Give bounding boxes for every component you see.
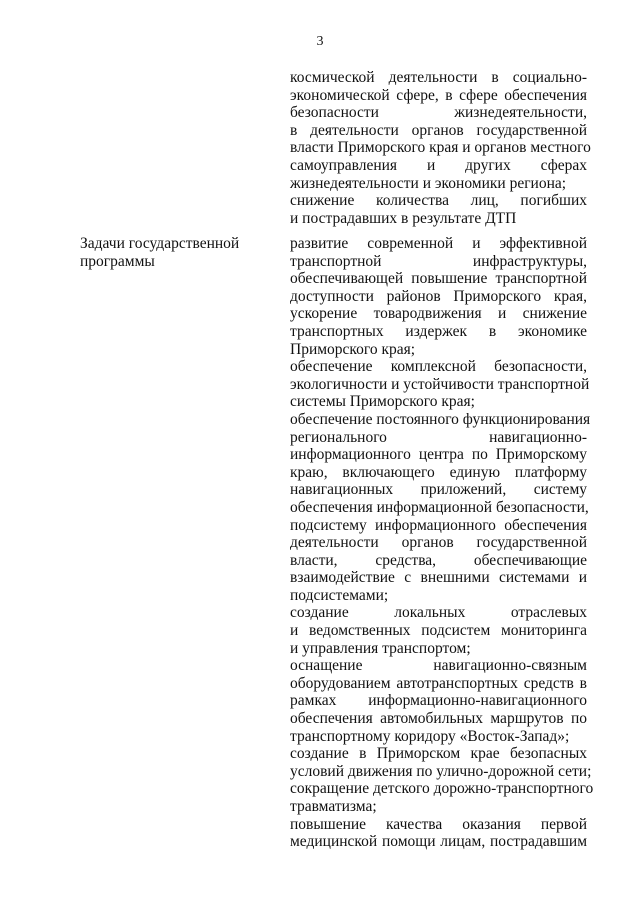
text-line: и ведомственных подсистем мониторинга [290,622,587,640]
text-line: сокращение детского дорожно-транспортного [290,780,594,798]
text-line: в деятельности органов государственной [290,121,587,139]
text-line: Приморского края; [290,340,416,358]
text-line: экономической сфере, в сфере обеспечения [290,86,587,104]
text-line: подсистемами; [290,586,389,604]
text-line: информационного центра по Приморскому [290,446,587,464]
text-line: деятельности органов государственной [290,534,587,552]
text-line: снижение количества лиц, погибших [290,192,587,210]
text-line: жизнедеятельности и экономики региона; [290,174,567,192]
text-line: самоуправления и других сферах [290,156,587,174]
text-line: оборудованием автотранспортных средств в [290,674,587,692]
tasks-label-line: Задачи государственной [80,235,240,252]
text-line: оснащение навигационно-связным [290,657,587,675]
text-line: транспортных издержек в экономике [290,322,587,340]
text-line: регионального навигационно- [290,428,587,446]
goals-continuation-text [290,69,591,227]
text-line: навигационных приложений, систему [290,481,587,499]
text-line: травматизма; [290,798,377,815]
text-line: создание в Приморском крае безопасных [290,745,587,763]
text-line: и управления транспортом; [290,639,471,657]
text-line: создание локальных отраслевых [290,604,587,622]
text-line: безопасности жизнедеятельности, [290,104,587,122]
tasks-label-line: программы [80,252,155,270]
text-line: обеспечение постоянного функционирования [290,410,591,428]
text-line: системы Приморского края; [290,393,475,411]
text-line: рамках информационно-навигационного [290,692,587,710]
text-line: обеспечения автомобильных маршрутов по [290,710,587,728]
text-line: условий движения по улично-дорожной сети; [290,762,592,780]
text-line: медицинской помощи лицам, пострадавшим [290,833,587,851]
text-line: повышение качества оказания первой [290,815,587,833]
tasks-label [80,235,270,270]
text-line: ускорение товародвижения и снижение [290,305,587,323]
text-line: обеспечивающей повышение транспортной [290,270,587,288]
text-line: власти, средства, обеспечивающие [290,551,587,569]
page-number: 3 [316,34,324,49]
text-line: транспортной инфраструктуры, [290,252,587,270]
text-line: и пострадавших в результате ДТП [290,209,517,227]
text-line: космической деятельности в социально- [290,69,587,86]
text-line: доступности районов Приморского края, [290,287,587,305]
tasks-text [290,235,594,851]
text-line: транспортному коридору «Восток-Запад»; [290,727,570,745]
text-line: обеспечение комплексной безопасности, [290,358,587,376]
text-line: власти Приморского края и органов местного [290,139,591,157]
text-line: обеспечения информационной безопасности, [290,498,589,516]
text-line: развитие современной и эффективной [290,235,587,252]
text-line: взаимодействие с внешними системами и [290,569,587,587]
text-line: подсистему информационного обеспечения [290,516,587,534]
text-line: краю, включающего единую платформу [290,463,587,481]
text-line: экологичности и устойчивости транспортной [290,375,590,393]
